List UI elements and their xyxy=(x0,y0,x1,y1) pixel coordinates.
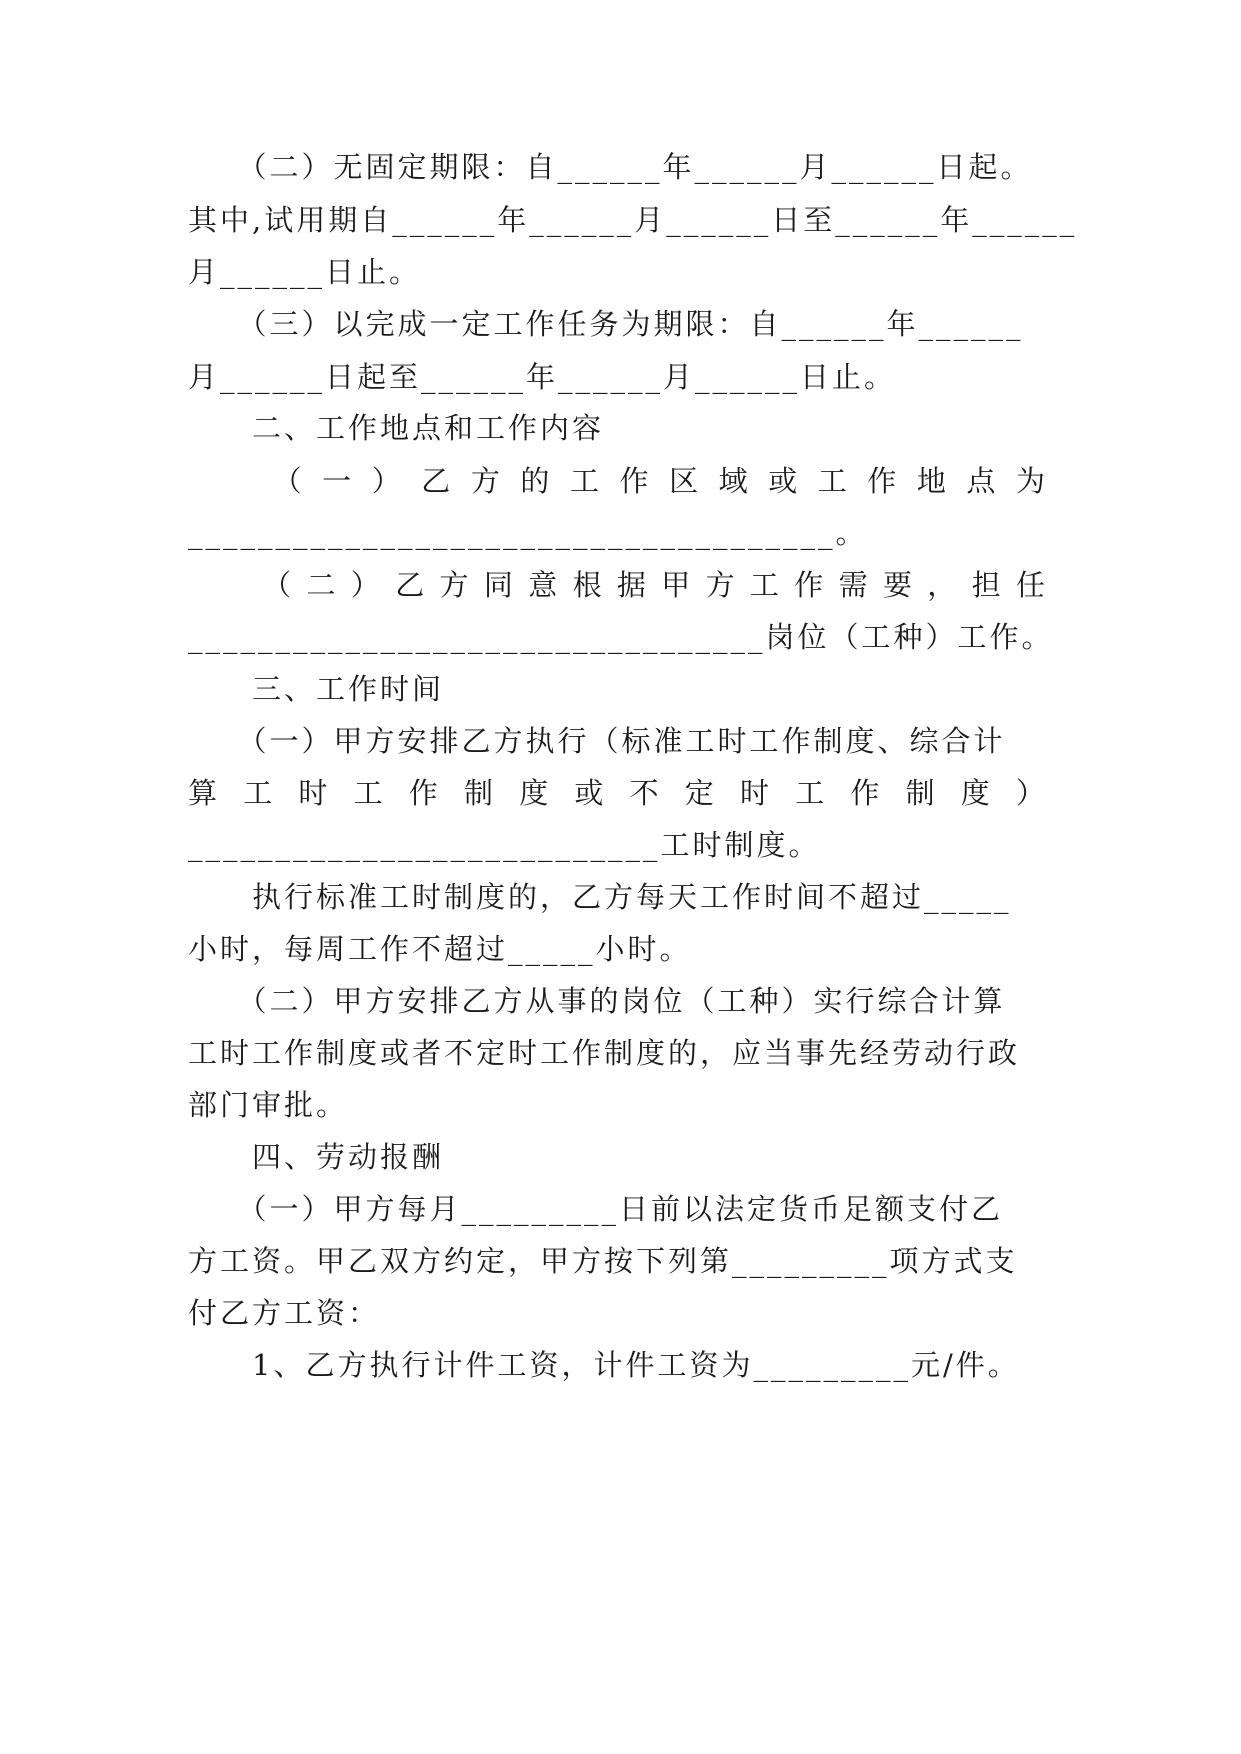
paragraph-line: 工时工作制度或者不定时工作制度的，应当事先经劳动行政 xyxy=(188,1036,1021,1070)
paragraph-line: （一）乙方的工作区域或工作地点为 xyxy=(188,464,1048,498)
paragraph-line: _____________________________________。 xyxy=(188,516,868,550)
paragraph-line: 月______日起至______年______月______日止。 xyxy=(188,360,897,394)
paragraph-line: 部门审批。 xyxy=(188,1088,349,1122)
paragraph-line: 付乙方工资： xyxy=(188,1296,381,1330)
paragraph-line: ___________________________工时制度。 xyxy=(188,828,821,862)
paragraph-line: 其中,试用期自______年______月______日至______年______ xyxy=(188,203,1078,237)
paragraph-line: 方工资。甲乙双方约定，甲方按下列第_________项方式支 xyxy=(188,1244,1018,1278)
section-heading: 四、劳动报酬 xyxy=(188,1140,445,1174)
paragraph-line: （一）甲方安排乙方执行（标准工时工作制度、综合计 xyxy=(188,724,1006,758)
paragraph-line: 算工时工作制度或不定时工作制度） xyxy=(188,776,1048,810)
paragraph-line: （二）乙方同意根据甲方工作需要，担任 xyxy=(188,568,1048,602)
paragraph-line: （二）甲方安排乙方从事的岗位（工种）实行综合计算 xyxy=(188,984,1006,1018)
paragraph-line: 1、乙方执行计件工资，计件工资为_________元/件。 xyxy=(188,1348,1020,1382)
paragraph-line: （一）甲方每月_________日前以法定货币足额支付乙 xyxy=(188,1192,1004,1226)
paragraph-line: 月______日止。 xyxy=(188,255,422,289)
paragraph-line: 执行标准工时制度的，乙方每天工作时间不超过_____ xyxy=(188,880,1012,914)
paragraph-line: 小时，每周工作不超过_____小时。 xyxy=(188,932,692,966)
paragraph-line: （三）以完成一定工作任务为期限：自______年______ xyxy=(188,307,1024,341)
section-heading: 二、工作地点和工作内容 xyxy=(188,411,605,445)
paragraph-line: _________________________________岗位（工种）工作。 xyxy=(188,620,1054,654)
paragraph-line: （二）无固定期限：自______年______月______日起。 xyxy=(188,150,1033,184)
section-heading: 三、工作时间 xyxy=(188,672,445,706)
